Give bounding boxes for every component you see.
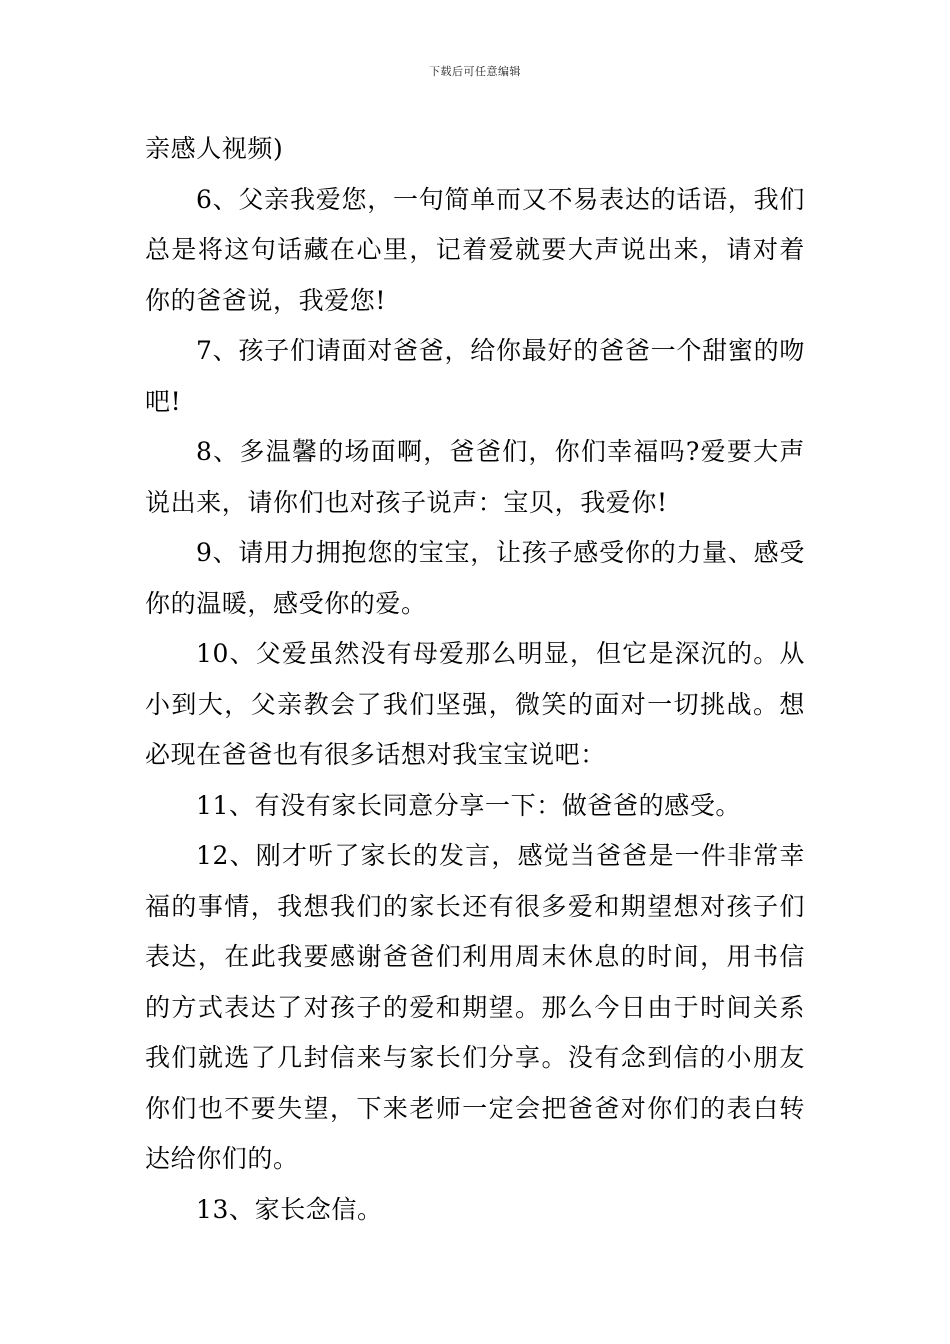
paragraph-item-6: 6、父亲我爱您，一句简单而又不易表达的话语，我们总是将这句话藏在心里，记着爱就要大声说出来，请对着你的爸爸说，我爱您! (145, 184, 805, 315)
paragraph-item-8: 8、多温馨的场面啊，爸爸们，你们幸福吗?爱要大声说出来，请你们也对孩子说声：宝贝，我爱你! (145, 437, 805, 517)
page-header: 下载后可任意编辑 (429, 65, 521, 78)
paragraph-item-11: 11、有没有家长同意分享一下：做爸爸的感受。 (196, 790, 742, 820)
document-body (145, 124, 805, 1235)
paragraph-item-10: 10、父爱虽然没有母爱那么明显，但它是深沉的。从小到大，父亲教会了我们坚强，微笑的面对一切挑战。想必现在爸爸也有很多话想对我宝宝说吧： (145, 639, 805, 769)
paragraph-item-7: 7、孩子们请面对爸爸，给你最好的爸爸一个甜蜜的吻吧! (145, 336, 805, 416)
paragraph-continuation: 亲感人视频) (145, 134, 284, 163)
paragraph-item-9: 9、请用力拥抱您的宝宝，让孩子感受你的力量、感受你的温暖，感受你的爱。 (145, 538, 805, 618)
paragraph-item-12: 12、刚才听了家长的发言，感觉当爸爸是一件非常幸福的事情，我想我们的家长还有很多爱和期望想对孩子们表达，在此我要感谢爸爸们利用周末休息的时间，用书信的方式表达了对孩子的爱和期望。那么今日由于时间关系我们就选了几封信来与家长们分享。没有念到信的小朋友你们也不要失望，下来老师一定会把爸爸对你们的表白转达给你们的。 (145, 841, 805, 1173)
paragraph-item-13: 13、家长念信。 (196, 1194, 383, 1224)
